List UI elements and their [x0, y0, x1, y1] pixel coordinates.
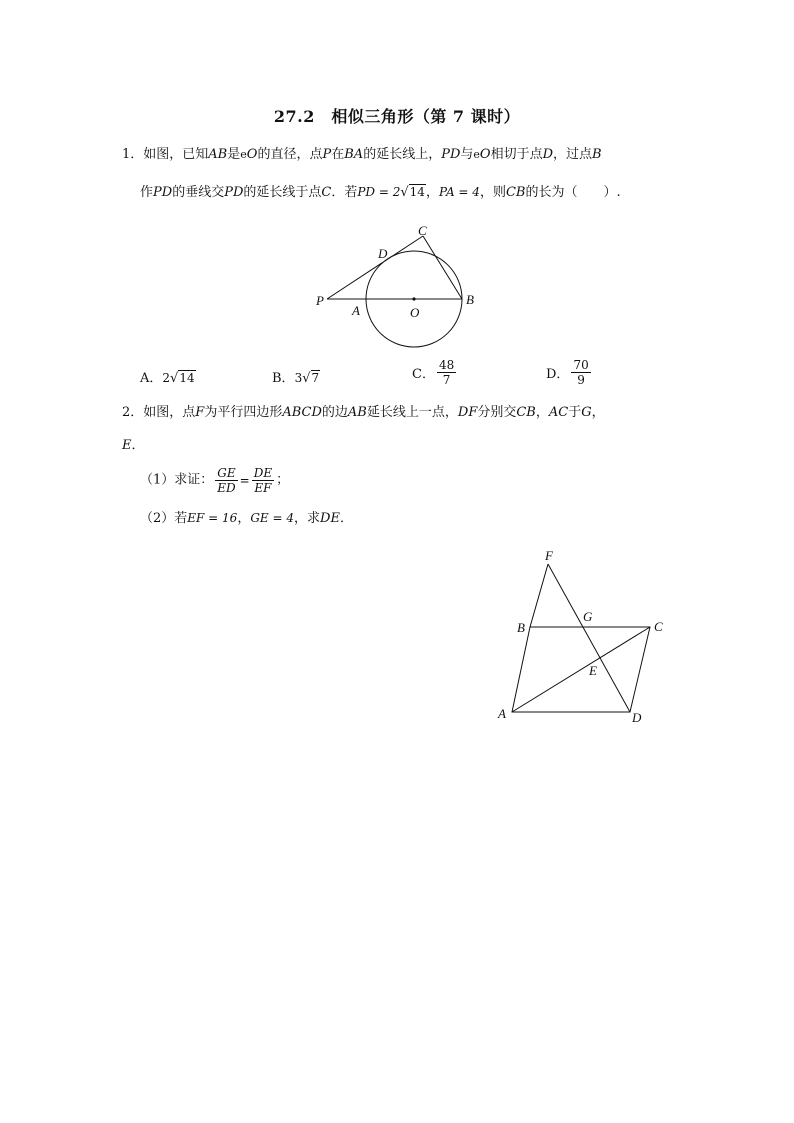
segment-bf — [530, 564, 548, 627]
label-c: C — [418, 223, 427, 238]
option-c[interactable]: C． $\frac{48}{7}$ — [412, 358, 455, 387]
option-b[interactable]: B．3√7 — [272, 371, 320, 386]
option-a[interactable]: A．2√14 — [140, 371, 195, 386]
circle-symbol: e — [240, 148, 247, 161]
label-p: P — [316, 293, 324, 308]
q1-line-1: 1．如图，已知AB是eO的直径，点P在BA的延长线上，PD与eO相切于点D，过点B — [122, 147, 602, 162]
segment-fd — [548, 564, 630, 712]
figure-parallelogram — [490, 544, 680, 729]
label-f: F — [545, 548, 553, 563]
label-o: O — [410, 305, 420, 320]
page-title: 27.2 相似三角形（第 7 课时） — [273, 107, 521, 126]
segment-pc — [327, 236, 423, 299]
q1-number: 1． — [122, 147, 144, 162]
option-d[interactable]: D． $\frac{70}{9}$ — [546, 358, 589, 387]
q2-part-2: （2）若EF = 16，GE = 4，求DE． — [140, 511, 353, 526]
label-b: B — [466, 292, 474, 307]
label-g: G — [583, 609, 593, 624]
segment-cb — [423, 236, 462, 299]
label-b: B — [517, 620, 525, 635]
segment-ac — [512, 627, 650, 712]
label-c: C — [654, 619, 663, 634]
center-point — [412, 297, 415, 300]
q1-line-2: 作PD的垂线交PD的延长线于点C．若PD = 2√14，PA = 4，则CB的长为（ ）. — [140, 185, 621, 200]
q2-line-2: E． — [122, 438, 145, 453]
q2-number: 2． — [122, 405, 144, 420]
label-d: D — [378, 246, 388, 261]
q2-line-1: 2．如图，点F为平行四边形ABCD的边AB延长线上一点，DF分别交CB，AC于G， — [122, 405, 605, 420]
label-d: D — [632, 710, 642, 725]
label-e: E — [589, 663, 597, 678]
label-a: A — [498, 706, 506, 721]
label-a: A — [352, 303, 360, 318]
circle-symbol: e — [473, 148, 480, 161]
condition-pd: PD = 2√14 — [357, 185, 425, 200]
figure-circle-tangent — [310, 220, 490, 360]
q2-part-1: （1）求证： $\frac{GE}{ED}$ = $\frac{DE}{EF}$ ； — [140, 466, 290, 495]
condition-pa: PA = 4 — [438, 185, 480, 199]
